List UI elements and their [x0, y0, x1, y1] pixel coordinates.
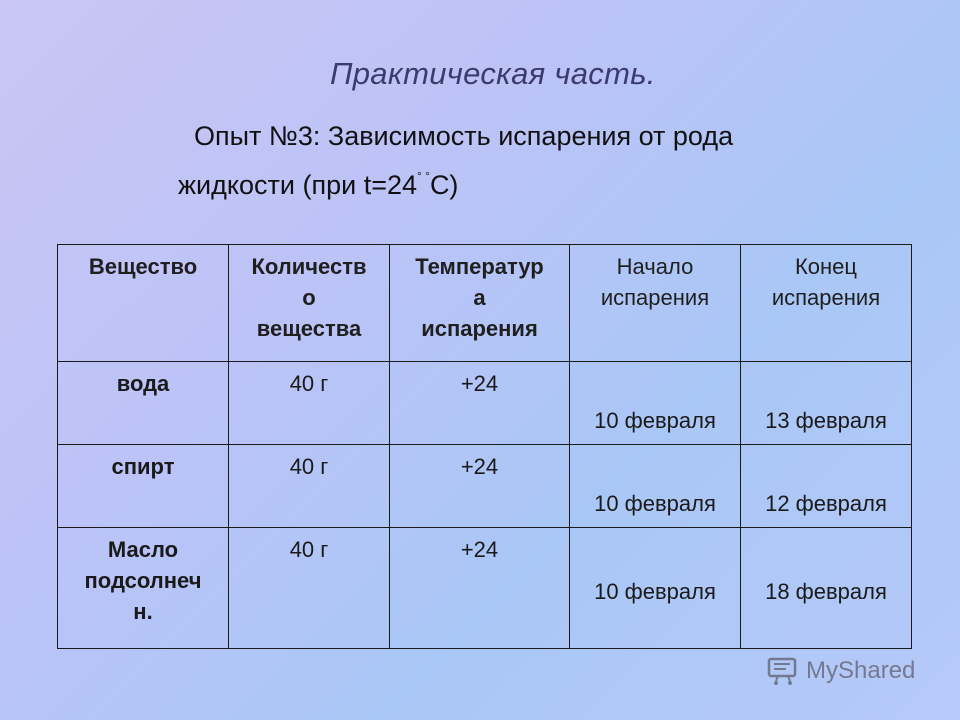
table-row	[58, 445, 912, 528]
header-temperature: Температур а испарения	[390, 245, 570, 362]
header-substance: Вещество	[58, 245, 229, 362]
header-amount: Количеств о вещества	[229, 245, 390, 362]
experiment-description	[178, 116, 878, 205]
experiment-table	[57, 244, 912, 649]
cell-end-date: 12 февраля	[741, 445, 912, 528]
cell-amount: 40 г	[229, 362, 390, 445]
cell-substance: Масло подсолнеч н.	[58, 528, 229, 649]
subtitle-line-2-prefix: жидкости (при t=24	[178, 170, 417, 200]
subtitle-line-2-suffix: С)	[429, 170, 459, 200]
cell-substance: вода	[58, 362, 229, 445]
degree-mark: ° °	[417, 169, 430, 183]
table-row	[58, 528, 912, 649]
cell-temperature: +24	[390, 445, 570, 528]
monitor-cart-icon	[766, 656, 800, 686]
cell-start-date: 10 февраля	[570, 362, 741, 445]
slide-title: Практическая часть.	[330, 56, 656, 91]
cell-end-date: 13 февраля	[741, 362, 912, 445]
cell-start-date: 10 февраля	[570, 445, 741, 528]
cell-amount: 40 г	[229, 528, 390, 649]
watermark-text: MyShared	[806, 657, 916, 684]
cell-temperature: +24	[390, 362, 570, 445]
subtitle-line-2	[178, 156, 878, 205]
cell-temperature: +24	[390, 528, 570, 649]
cell-end-date: 18 февраля	[741, 528, 912, 649]
cell-start-date: 10 февраля	[570, 528, 741, 649]
watermark	[766, 656, 915, 686]
header-start: Начало испарения	[570, 245, 741, 362]
table-header-row	[58, 245, 912, 362]
header-end: Конец испарения	[741, 245, 912, 362]
subtitle-line-1: Опыт №3: Зависимость испарения от рода	[194, 121, 734, 151]
cell-substance: спирт	[58, 445, 229, 528]
table-row	[58, 362, 912, 445]
cell-amount: 40 г	[229, 445, 390, 528]
